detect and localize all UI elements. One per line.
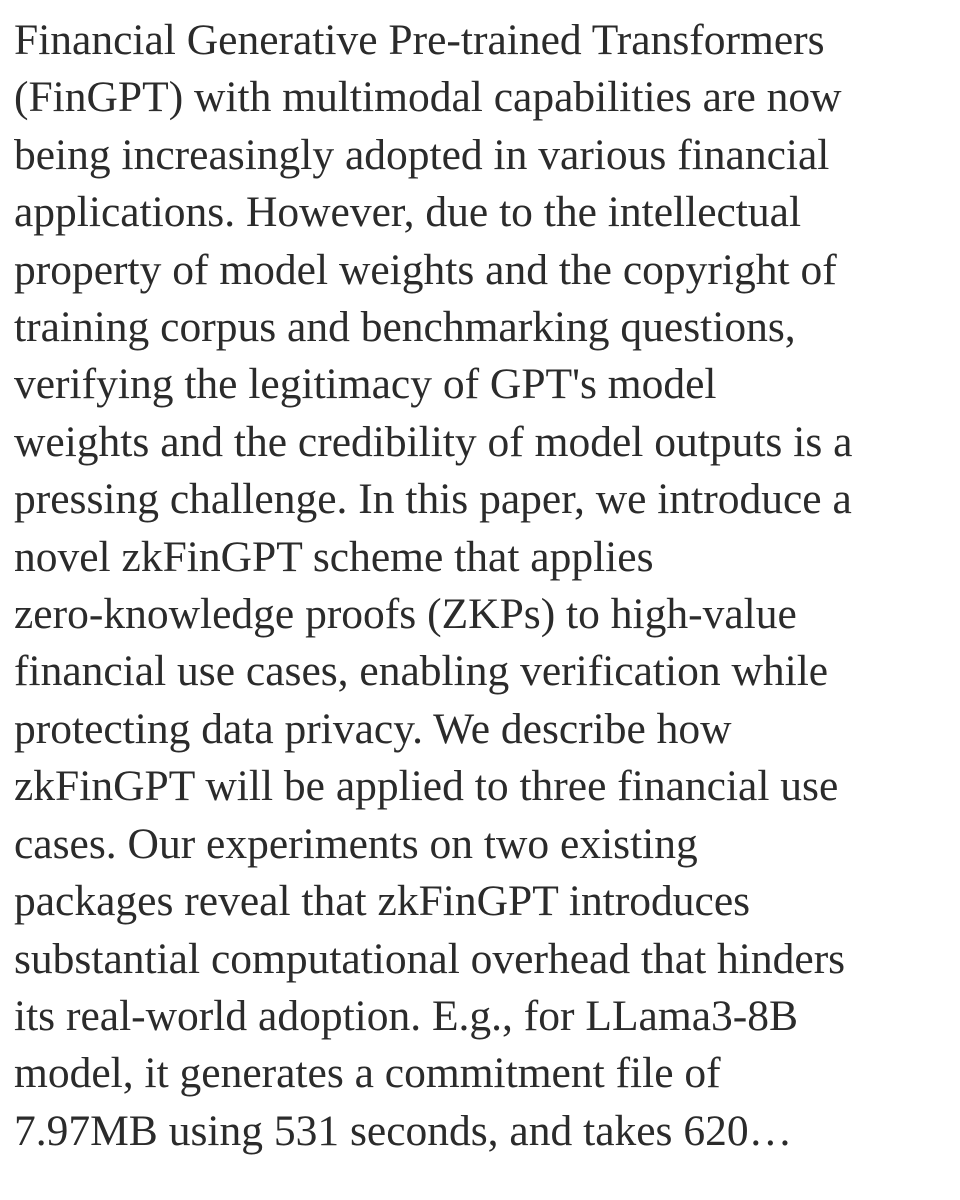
abstract-line: novel zkFinGPT scheme that applies: [14, 532, 654, 581]
abstract-line: substantial computational overhead that hinders: [14, 934, 846, 983]
abstract-line: financial use cases, enabling verification while: [14, 647, 829, 696]
abstract-line: zkFinGPT will be applied to three financial use: [14, 762, 839, 811]
abstract-line: training corpus and benchmarking questions,: [14, 303, 796, 352]
abstract-line: packages reveal that zkFinGPT introduces: [14, 877, 751, 926]
abstract-line: (FinGPT) with multimodal capabilities are now: [14, 73, 842, 122]
abstract-line: applications. However, due to the intellectual: [14, 188, 802, 237]
abstract-line: 7.97MB using 531 seconds, and takes 620…: [14, 1106, 793, 1155]
abstract-text: [14, 12, 954, 1160]
abstract-line: pressing challenge. In this paper, we introduce a: [14, 475, 852, 524]
abstract-line: zero-knowledge proofs (ZKPs) to high-value: [14, 590, 797, 639]
abstract-line: protecting data privacy. We describe how: [14, 704, 732, 753]
abstract-line: Financial Generative Pre-trained Transformers: [14, 16, 825, 64]
abstract-line: verifying the legitimacy of GPT's model: [14, 360, 717, 409]
abstract-line: its real-world adoption. E.g., for LLama3-8B: [14, 991, 798, 1040]
abstract-line: weights and the credibility of model outputs is a: [14, 417, 853, 466]
abstract-line: property of model weights and the copyright of: [14, 245, 837, 294]
abstract-line: being increasingly adopted in various financial: [14, 130, 830, 179]
abstract-line: cases. Our experiments on two existing: [14, 819, 698, 868]
abstract-line: model, it generates a commitment file of: [14, 1049, 721, 1098]
